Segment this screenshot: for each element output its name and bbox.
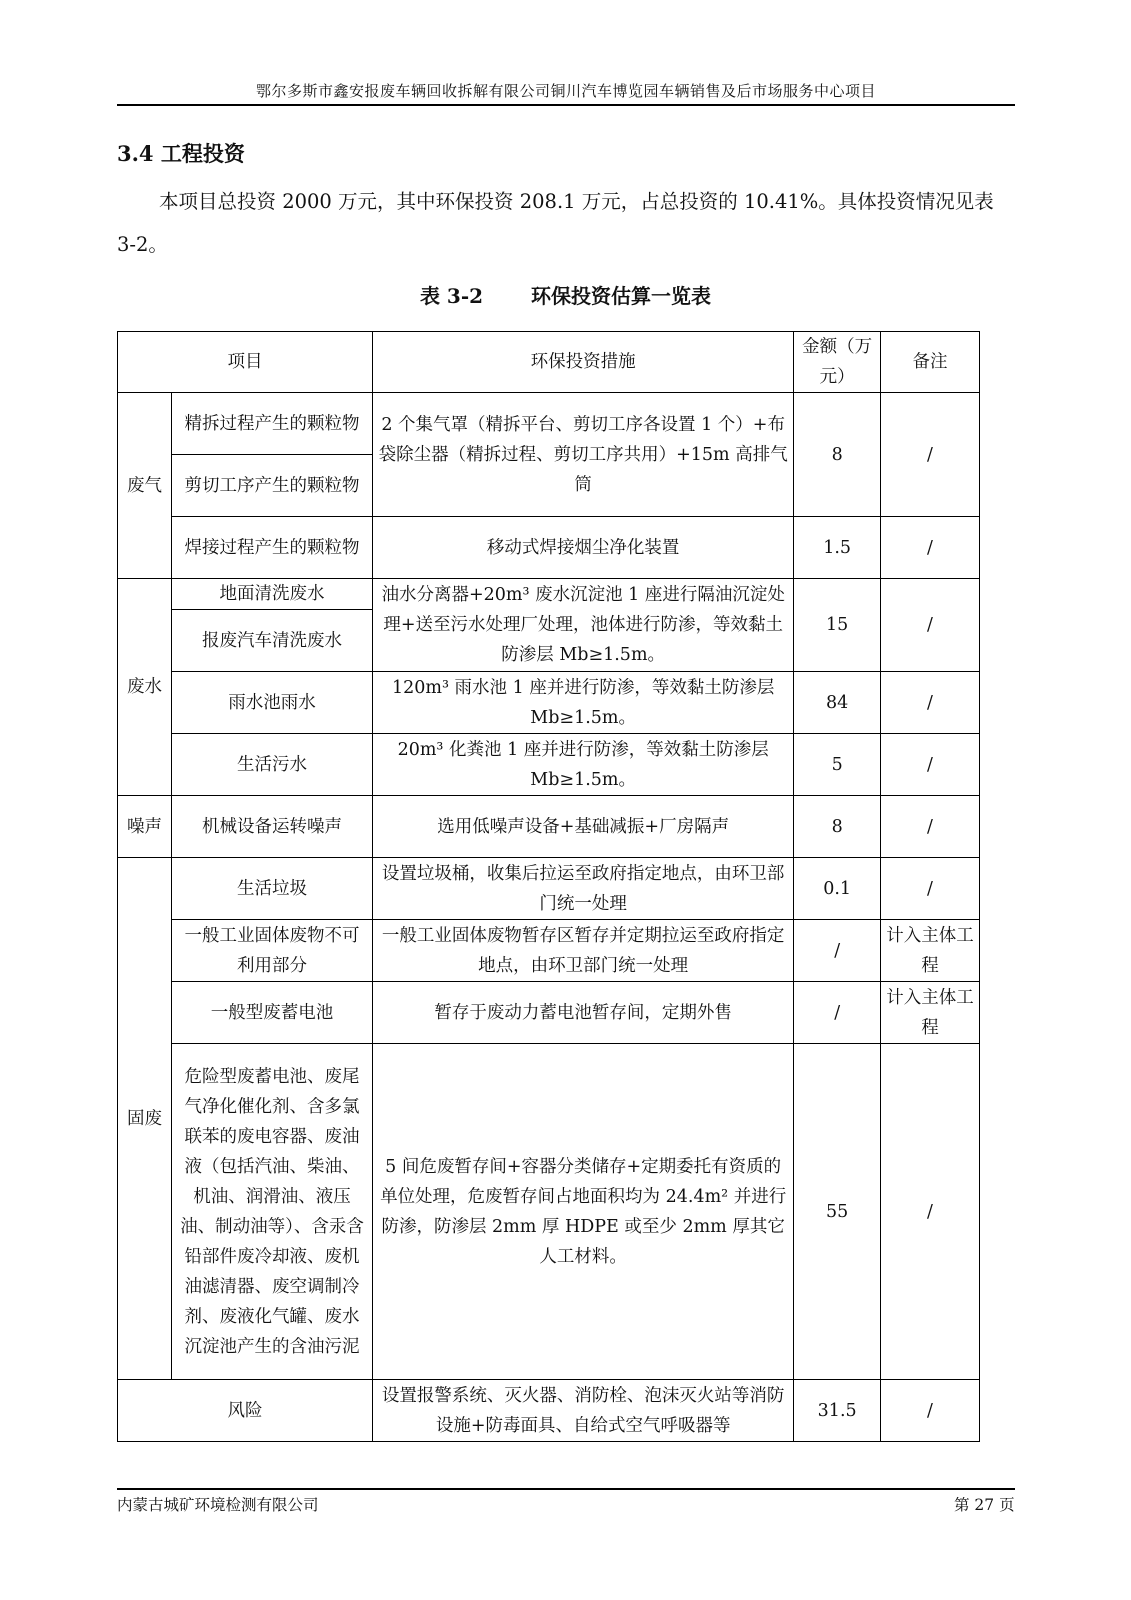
amount-cell: 5: [794, 734, 881, 796]
amount-cell: 31.5: [794, 1380, 881, 1442]
item-cell: 生活污水: [172, 734, 373, 796]
table-row: [118, 796, 980, 858]
header-amount: 金额（万元）: [794, 332, 881, 393]
amount-cell: 15: [794, 579, 881, 672]
note-cell: /: [881, 796, 980, 858]
note-cell: /: [881, 393, 980, 517]
item-cell: 风险: [118, 1380, 373, 1442]
item-cell: 一般工业固体废物不可利用部分: [172, 920, 373, 982]
amount-cell: 55: [794, 1044, 881, 1380]
amount-cell: /: [794, 982, 881, 1044]
measure-cell: 油水分离器+20m³ 废水沉淀池 1 座进行隔油沉淀处理+送至污水处理厂处理，池体进行防渗，等效黏土防渗层 Mb≥1.5m。: [373, 579, 794, 672]
table-row: [118, 672, 980, 734]
table-caption: [0, 280, 1131, 309]
table-row: [118, 858, 980, 920]
item-cell: 精拆过程产生的颗粒物: [172, 393, 373, 455]
note-cell: /: [881, 734, 980, 796]
footer-divider: [117, 1488, 1015, 1490]
table-row: [118, 517, 980, 579]
table-header-row: [118, 332, 980, 393]
note-cell: /: [881, 672, 980, 734]
item-cell: 生活垃圾: [172, 858, 373, 920]
amount-cell: 8: [794, 393, 881, 517]
table-row: [118, 393, 980, 455]
category-waste-water: 废水: [118, 579, 172, 796]
table-row: [118, 1380, 980, 1442]
item-cell: 雨水池雨水: [172, 672, 373, 734]
item-cell: 报废汽车清洗废水: [172, 610, 373, 672]
note-cell: /: [881, 517, 980, 579]
category-noise: 噪声: [118, 796, 172, 858]
header-note: 备注: [881, 332, 980, 393]
table-row: [118, 734, 980, 796]
measure-cell: 20m³ 化粪池 1 座并进行防渗，等效黏土防渗层 Mb≥1.5m。: [373, 734, 794, 796]
category-solid-waste: 固废: [118, 858, 172, 1380]
measure-cell: 暂存于废动力蓄电池暂存间，定期外售: [373, 982, 794, 1044]
measure-cell: 设置垃圾桶，收集后拉运至政府指定地点，由环卫部门统一处理: [373, 858, 794, 920]
note-cell: /: [881, 858, 980, 920]
note-cell: /: [881, 579, 980, 672]
item-cell: 危险型废蓄电池、废尾气净化催化剂、含多氯联苯的废电容器、废油液（包括汽油、柴油、机油、润滑油、液压油、制动油等）、含汞含铅部件废冷却液、废机油滤清器、废空调制冷剂、废液化气罐、废水沉淀池产生的含油污泥: [172, 1044, 373, 1380]
table-row: [118, 982, 980, 1044]
measure-cell: 5 间危废暂存间+容器分类储存+定期委托有资质的单位处理，危废暂存间占地面积均为 24.4m² 并进行防渗，防渗层 2mm 厚 HDPE 或至少 2mm 厚其它人工材料。: [373, 1044, 794, 1380]
item-cell: 剪切工序产生的颗粒物: [172, 455, 373, 517]
category-waste-gas: 废气: [118, 393, 172, 579]
amount-cell: 84: [794, 672, 881, 734]
item-cell: 焊接过程产生的颗粒物: [172, 517, 373, 579]
measure-cell: 一般工业固体废物暂存区暂存并定期拉运至政府指定地点，由环卫部门统一处理: [373, 920, 794, 982]
item-cell: 机械设备运转噪声: [172, 796, 373, 858]
item-cell: 地面清洗废水: [172, 579, 373, 610]
header-measure: 环保投资措施: [373, 332, 794, 393]
page-header: 鄂尔多斯市鑫安报废车辆回收拆解有限公司铜川汽车博览园车辆销售及后市场服务中心项目: [255, 82, 876, 100]
table-caption-number: 表 3-2: [419, 284, 484, 308]
table-row: [118, 579, 980, 610]
investment-table: [117, 331, 980, 1442]
measure-cell: 120m³ 雨水池 1 座并进行防渗，等效黏土防渗层 Mb≥1.5m。: [373, 672, 794, 734]
note-cell: /: [881, 1380, 980, 1442]
amount-cell: 0.1: [794, 858, 881, 920]
table-row: [118, 920, 980, 982]
measure-cell: 选用低噪声设备+基础减振+厂房隔声: [373, 796, 794, 858]
amount-cell: /: [794, 920, 881, 982]
measure-cell: 设置报警系统、灭火器、消防栓、泡沫灭火站等消防设施+防毒面具、自给式空气呼吸器等: [373, 1380, 794, 1442]
section-paragraph: 本项目总投资 2000 万元，其中环保投资 208.1 万元，占总投资的 10.41%。具体投资情况见表 3-2。: [117, 190, 994, 256]
section-title: 3.4 工程投资: [117, 141, 245, 166]
amount-cell: 8: [794, 796, 881, 858]
measure-cell: 移动式焊接烟尘净化装置: [373, 517, 794, 579]
header-item: 项目: [118, 332, 373, 393]
footer-company: 内蒙古城矿环境检测有限公司: [117, 1496, 319, 1514]
table-row: [118, 1044, 980, 1380]
table-caption-title: 环保投资估算一览表: [531, 284, 712, 308]
note-cell: 计入主体工程: [881, 920, 980, 982]
header-divider: [117, 104, 1015, 106]
amount-cell: 1.5: [794, 517, 881, 579]
measure-cell: 2 个集气罩（精拆平台、剪切工序各设置 1 个）+布袋除尘器（精拆过程、剪切工序共用）+15m 高排气筒: [373, 393, 794, 517]
note-cell: /: [881, 1044, 980, 1380]
item-cell: 一般型废蓄电池: [172, 982, 373, 1044]
note-cell: 计入主体工程: [881, 982, 980, 1044]
footer-page-number: 第 27 页: [954, 1496, 1015, 1514]
